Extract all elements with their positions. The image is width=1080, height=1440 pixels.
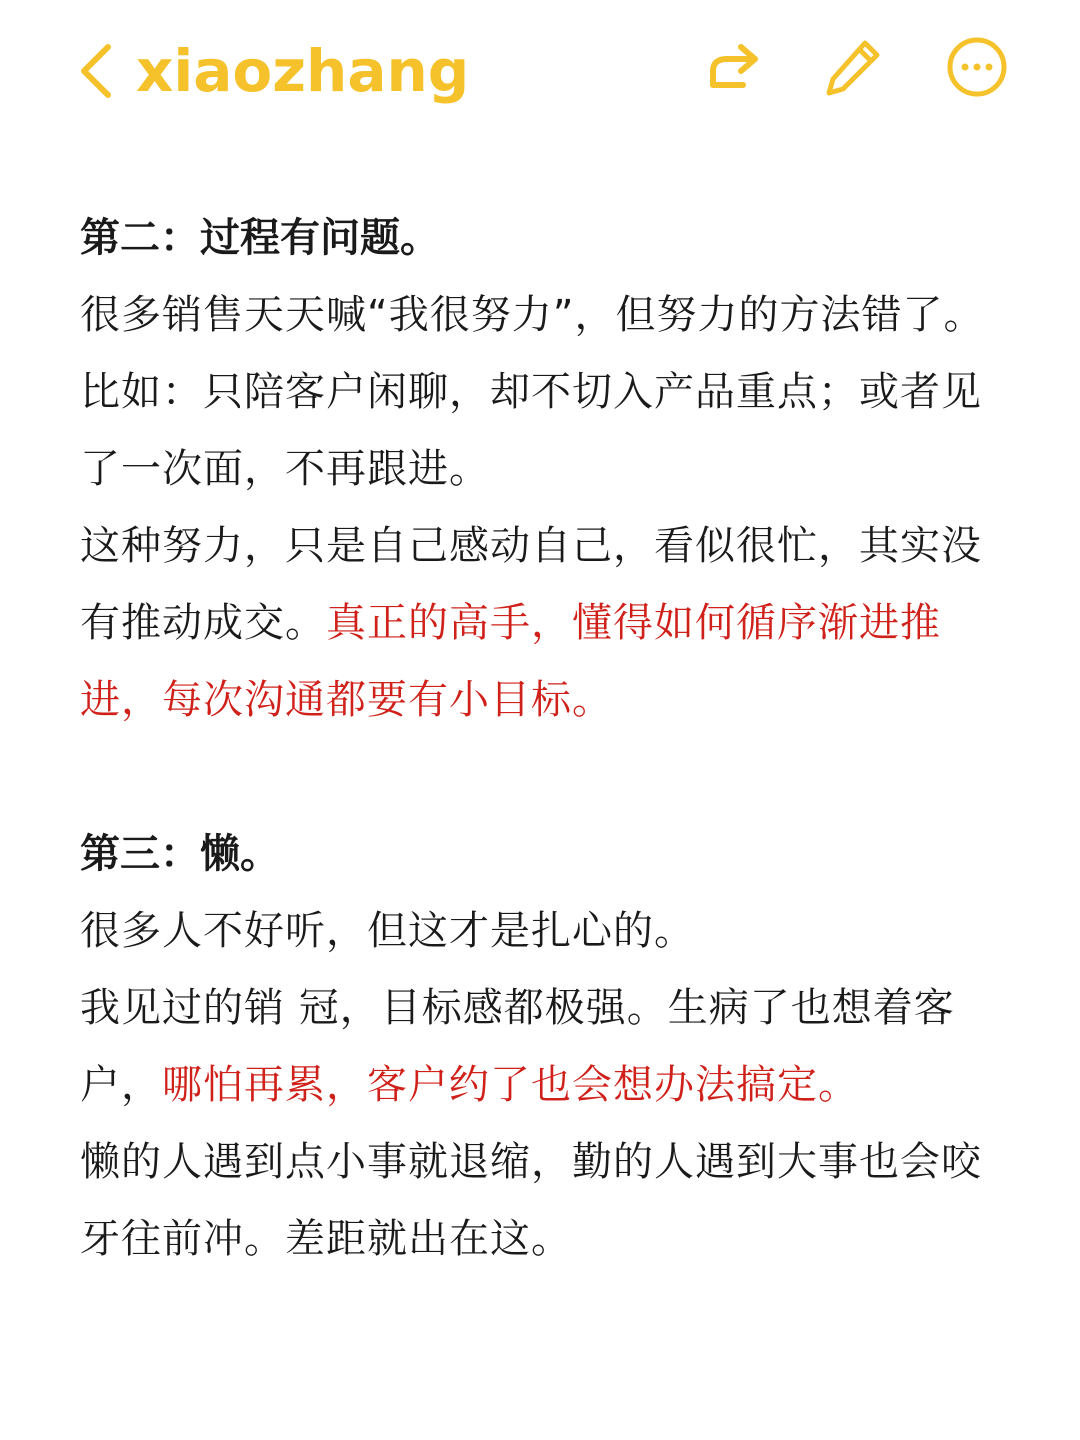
- highlight-text: 哪怕再累，客户约了也会想办法搞定。: [162, 1062, 859, 1108]
- paragraph: 懒的人遇到点小事就退缩，勤的人遇到大事也会咬牙往前冲。差距就出在这。: [80, 1139, 982, 1262]
- paragraph: [80, 970, 990, 1124]
- more-button[interactable]: [944, 36, 1010, 102]
- paragraph: 比如：只陪客户闲聊，却不切入产品重点；或者见了一次面，不再跟进。: [80, 369, 982, 492]
- edit-pencil-icon: [821, 35, 885, 103]
- section-heading: 第二：过程有问题。: [80, 215, 440, 261]
- section-heading: 第三：懒。: [80, 831, 280, 877]
- edit-button[interactable]: [820, 36, 886, 102]
- back-chevron-icon: [76, 41, 116, 101]
- share-icon: [703, 39, 763, 99]
- paragraph-text: 这种努力，只是自己感动自己，看似很忙，其实没有推动成交。: [80, 523, 982, 646]
- paragraph: [80, 508, 990, 739]
- top-nav-bar: [0, 0, 1080, 150]
- note-body: [80, 200, 990, 1278]
- paragraph: 很多人不好听，但这才是扎心的。: [80, 908, 695, 954]
- page-title: xiaozhang: [136, 37, 470, 105]
- spacer: [80, 739, 990, 816]
- more-icon: [945, 35, 1009, 103]
- paragraph-text: 我见过的销 冠，目标感都极强。生病了也想着客户，: [80, 985, 955, 1108]
- paragraph: 很多销售天天喊“我很努力”，但努力的方法错了。: [80, 292, 985, 338]
- back-button[interactable]: [76, 36, 469, 106]
- highlight-text: 真正的高手，懂得如何循序渐进推进，每次沟通都要有小目标。: [80, 600, 941, 723]
- share-button[interactable]: [700, 36, 766, 102]
